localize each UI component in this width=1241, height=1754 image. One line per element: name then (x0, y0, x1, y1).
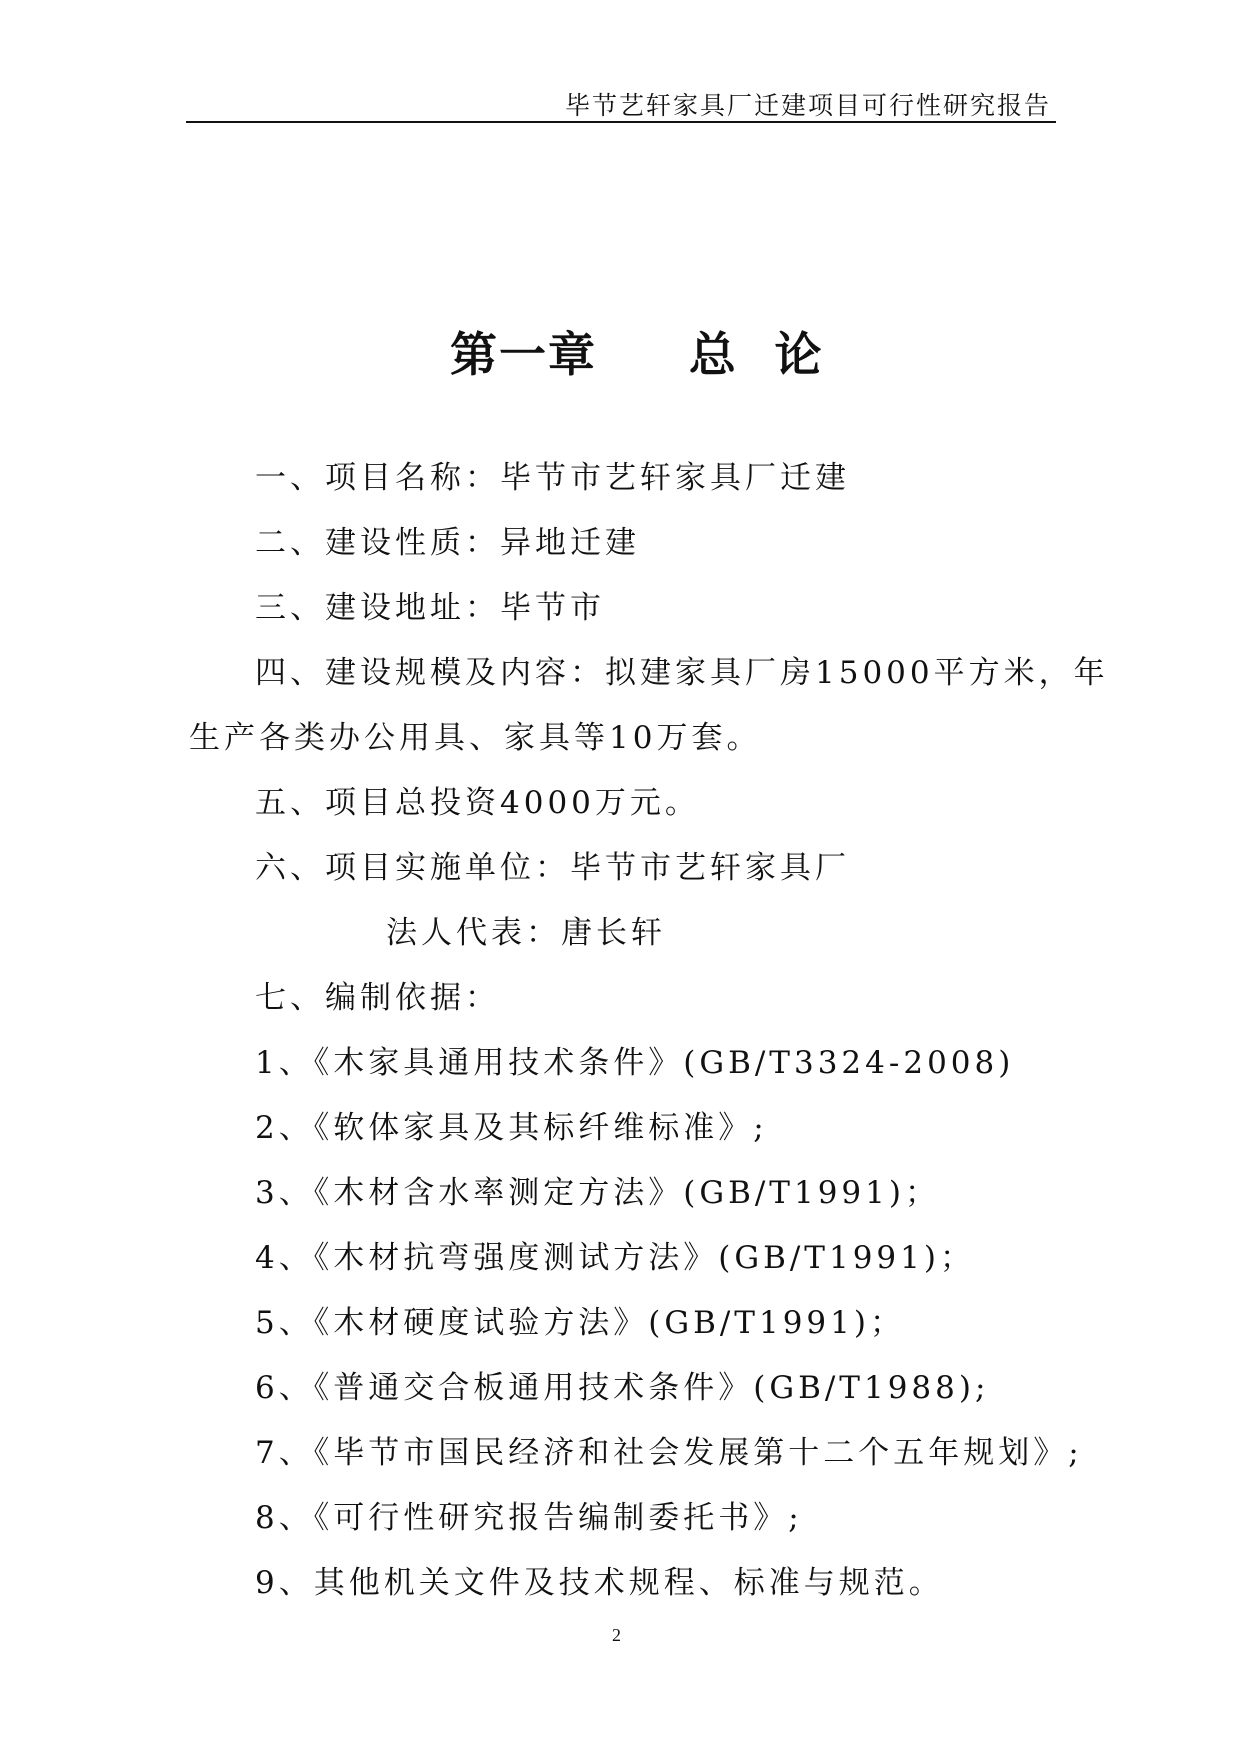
reference-item: 2、《软体家具及其标纤维标准》; (255, 1110, 768, 1146)
reference-item: 9、其他机关文件及技术规程、标准与规范。 (255, 1565, 944, 1601)
chapter-title: 第一章 总 论 (450, 328, 824, 383)
reference-item: 8、《可行性研究报告编制委托书》; (255, 1500, 803, 1536)
page-number: 2 (612, 1625, 621, 1645)
reference-item: 3、《木材含水率测定方法》(GB/T1991)； (255, 1175, 940, 1211)
compilation-basis-heading: 七、编制依据： (255, 980, 500, 1016)
legal-representative-line: 法人代表：唐长轩 (386, 915, 666, 951)
implementing-unit-line: 六、项目实施单位：毕节市艺轩家具厂 (255, 850, 850, 886)
reference-item: 5、《木材硬度试验方法》(GB/T1991)； (255, 1305, 905, 1341)
reference-item: 6、《普通交合板通用技术条件》(GB/T1988); (255, 1370, 990, 1406)
project-name-line: 一、项目名称：毕节市艺轩家具厂迁建 (255, 460, 850, 496)
construction-address-line: 三、建设地址：毕节市 (255, 590, 605, 626)
header-divider (186, 121, 1056, 123)
running-header: 毕节艺轩家具厂迁建项目可行性研究报告 (565, 91, 1052, 120)
construction-scale-continuation: 生产各类办公用具、家具等10万套。 (189, 720, 762, 756)
total-investment-line: 五、项目总投资4000万元。 (255, 785, 700, 821)
reference-item: 4、《木材抗弯强度测试方法》(GB/T1991)； (255, 1240, 975, 1276)
reference-item: 7、《毕节市国民经济和社会发展第十二个五年规划》; (255, 1435, 1083, 1471)
reference-item: 1、《木家具通用技术条件》(GB/T3324-2008) (255, 1045, 1015, 1081)
construction-nature-line: 二、建设性质：异地迁建 (255, 525, 640, 561)
construction-scale-line: 四、建设规模及内容：拟建家具厂房15000平方米，年 (255, 655, 1109, 691)
